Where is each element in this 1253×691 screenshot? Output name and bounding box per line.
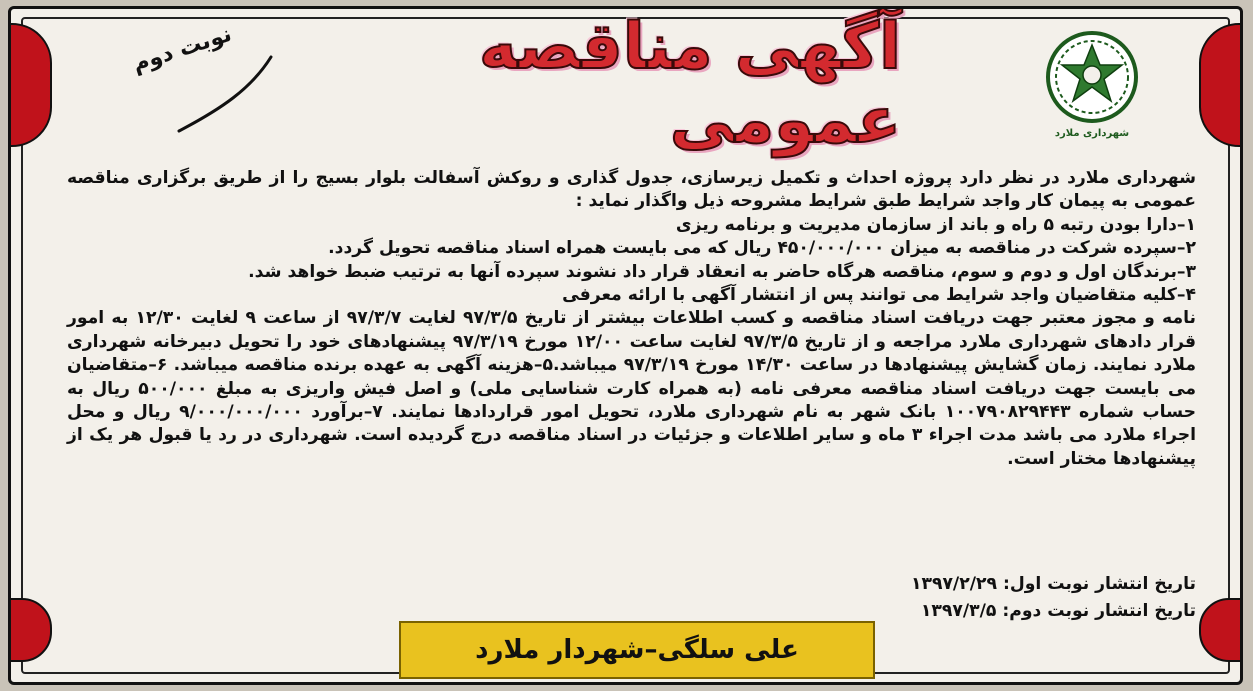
notice-frame xyxy=(8,6,1243,685)
corner-ornament-top-right xyxy=(1199,23,1243,147)
round-badge: نوبت دوم xyxy=(129,21,235,78)
municipality-logo xyxy=(1044,29,1140,139)
notice-body xyxy=(67,167,1196,471)
municipality-seal-icon xyxy=(1044,29,1140,125)
notice-item-2: ۲–سپرده شرکت در مناقصه به میزان ۴۵۰/۰۰۰/۰۰۰ ریال که می بایست همراه اسناد مناقصه تحویل گردد. xyxy=(328,238,1196,259)
logo-caption: شهرداری ملارد xyxy=(1054,128,1130,139)
second-publication-date: تاریخ انتشار نوبت دوم: ۱۳۹۷/۳/۵ xyxy=(920,601,1196,621)
publication-dates xyxy=(911,571,1196,625)
notice-item-3: ۳–برندگان اول و دوم و سوم، مناقصه هرگاه حاضر به انعقاد قرار داد نشوند سپرده آنها به ترتیب ضبط خواهد شد. xyxy=(248,261,1196,282)
notice-item-1: ۱–دارا بودن رتبه ۵ راه و باند از سازمان مدیریت و برنامه ریزی xyxy=(675,214,1196,235)
notice-item-4: ۴–کلیه متقاضیان واجد شرایط می توانند پس از انتشار آگهی با ارائه معرفی xyxy=(562,285,1196,306)
notice-title: آگهی مناقصه عمومی xyxy=(479,10,901,158)
corner-ornament-top-left xyxy=(8,23,52,147)
notice-intro: شهرداری ملارد در نظر دارد پروژه احداث و تکمیل زیرسازی، جدول گذاری و روکش آسفالت بلوار بسیج را از طریق برگزاری مناقصه عمومی به پیمان کار واجد شرایط طبق شرایط مشروحه ذیل واگذار نماید : xyxy=(67,168,1196,212)
first-publication-date: تاریخ انتشار نوبت اول: ۱۳۹۷/۲/۲۹ xyxy=(910,574,1196,594)
signature-band: علی سلگی–شهردار ملارد xyxy=(399,621,875,679)
notice-paragraph: نامه و مجوز معتبر جهت دریافت اسناد مناقصه و کسب اطلاعات بیشتر از تاریخ ۹۷/۳/۵ لغایت ۹۷/۳/۷ از ساعت ۹ لغایت ۱۲/۳۰ به امور قرار دادهای شهرداری ملارد مراجعه و از تاریخ ۹۷/۳/۵ لغایت ساعت ۱۲/۰۰ مورخ ۹۷/۳/۱۹ پیشنهادهای خود را تحویل دبیرخانه شهرداری ملارد نمایند. زمان گشایش پیشنهادها در ساعت ۱۴/۳۰ مورخ ۹۷/۳/۱۹ میباشد.۵–هزینه آگهی به عهده برنده مناقصه میباشد. ۶–متقاضیان می بایست جهت دریافت اسناد مناقصه معرفی نامه (به همراه کارت شناسایی ملی) و اصل فیش واریزی به مبلغ ۵۰۰/۰۰۰ ریال به حساب شماره ۱۰۰۷۹۰۸۲۹۴۴۳ بانک شهر به نام شهرداری ملارد، تحویل امور قراردادها نمایند. ۷–برآورد ۹/۰۰۰/۰۰۰/۰۰۰ ریال و محل اجراء ملارد می باشد مدت اجراء ۳ ماه و سایر اطلاعات و جزئیات در اسناد مناقصه درج گردیده است. شهرداری در رد یا قبول هر یک از پیشنهادها مختار است. xyxy=(67,308,1197,469)
swoosh-icon xyxy=(161,49,281,139)
